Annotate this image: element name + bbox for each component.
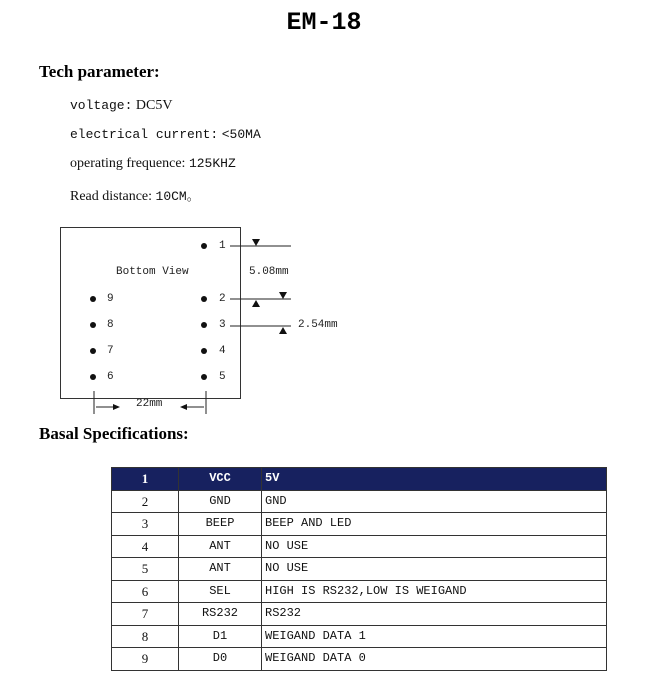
table-row: [112, 513, 607, 536]
cell-description: RS232: [262, 603, 607, 626]
param-label: electrical current:: [70, 127, 219, 142]
cell-pin: 6: [112, 580, 179, 603]
arrow-down-icon: [279, 292, 287, 299]
pin-dot: [90, 374, 96, 380]
cell-pin: 3: [112, 513, 179, 536]
pin-label-1: 1: [219, 240, 226, 252]
arrow-left-icon: [180, 404, 187, 410]
module-outline: [61, 228, 241, 399]
cell-name: D0: [179, 648, 262, 671]
arrow-down-icon: [252, 239, 260, 246]
pin-label-5: 5: [219, 371, 226, 383]
cell-pin: 8: [112, 625, 179, 648]
pin-label-3: 3: [219, 319, 226, 331]
pin-label-2: 2: [219, 293, 226, 305]
dim-pitch-top-label: 5.08mm: [249, 266, 289, 278]
pin-dot: [201, 322, 207, 328]
param-label: Read distance:: [70, 189, 153, 204]
cell-description: HIGH IS RS232,LOW IS WEIGAND: [262, 580, 607, 603]
table-row: [112, 603, 607, 626]
table-row: [112, 535, 607, 558]
param-value: 125KHZ: [188, 156, 236, 171]
dim-width-label: 22mm: [136, 398, 163, 410]
cell-pin: 1: [112, 468, 179, 491]
param-value: 10CM。: [155, 189, 200, 204]
cell-pin: 4: [112, 535, 179, 558]
cell-pin: 7: [112, 603, 179, 626]
param-label: voltage:: [70, 98, 133, 113]
tech-parameter-heading: Tech parameter:: [39, 62, 160, 81]
arrow-up-icon: [279, 327, 287, 334]
pin-label-6: 6: [107, 371, 114, 383]
param-value: DC5V: [135, 98, 173, 113]
cell-pin: 2: [112, 490, 179, 513]
pin-dot: [90, 296, 96, 302]
param-value: <50MA: [221, 127, 261, 142]
cell-description: GND: [262, 490, 607, 513]
cell-name: GND: [179, 490, 262, 513]
table-row: [112, 558, 607, 581]
table-row: [112, 648, 607, 671]
param-label: operating frequence:: [70, 156, 186, 171]
cell-description: WEIGAND DATA 1: [262, 625, 607, 648]
pin-label-8: 8: [107, 319, 114, 331]
cell-description: WEIGAND DATA 0: [262, 648, 607, 671]
pin-dot: [201, 348, 207, 354]
cell-name: D1: [179, 625, 262, 648]
cell-name: RS232: [179, 603, 262, 626]
arrow-right-icon: [113, 404, 120, 410]
cell-pin: 9: [112, 648, 179, 671]
table-row: [112, 625, 607, 648]
table-row: [112, 580, 607, 603]
cell-name: ANT: [179, 558, 262, 581]
arrow-up-icon: [252, 300, 260, 307]
page-title: EM-18: [286, 8, 362, 37]
basal-specifications-heading: Basal Specifications:: [39, 424, 189, 443]
cell-name: BEEP: [179, 513, 262, 536]
pin-dot: [201, 296, 207, 302]
pin-label-9: 9: [107, 293, 114, 305]
pin-label-7: 7: [107, 345, 114, 357]
cell-description: BEEP AND LED: [262, 513, 607, 536]
table-row: [112, 490, 607, 513]
pin-dot: [201, 374, 207, 380]
cell-name: ANT: [179, 535, 262, 558]
pin-dot: [201, 243, 207, 249]
bottom-view-label: Bottom View: [116, 266, 189, 278]
spec-table: [111, 467, 607, 671]
cell-description: NO USE: [262, 535, 607, 558]
cell-description: NO USE: [262, 558, 607, 581]
cell-description: 5V: [262, 468, 607, 491]
cell-name: VCC: [179, 468, 262, 491]
pin-dot: [90, 348, 96, 354]
cell-pin: 5: [112, 558, 179, 581]
dim-pitch-mid-label: 2.54mm: [298, 319, 338, 331]
pin-label-4: 4: [219, 345, 226, 357]
pin-dot: [90, 322, 96, 328]
cell-name: SEL: [179, 580, 262, 603]
table-header-row: [112, 468, 607, 491]
